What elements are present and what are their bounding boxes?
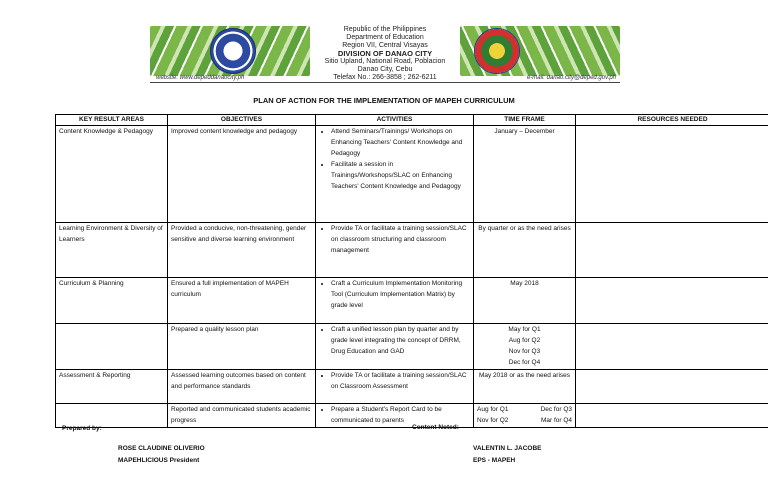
time-frame-line: Aug for Q1: [477, 406, 509, 413]
resources-cell: [576, 370, 768, 404]
time-frame-line: Mar for Q4: [540, 417, 572, 424]
kra-cell: [56, 324, 168, 370]
table-row: [56, 370, 768, 404]
activity-item: • Attend Seminars/Trainings/ Workshops on Enhancing Teachers' Content Knowledge and Pedagogy: [331, 126, 470, 159]
content-noted-label: Content Noted:: [412, 424, 459, 431]
resources-cell: [576, 126, 768, 223]
republic-line: Republic of the Philippines: [343, 26, 427, 33]
telefax-line: Telefax No.: 266-3858 ; 262-6211: [333, 74, 437, 81]
time-frame-pair: [477, 404, 572, 415]
prepared-by-label: Prepared by:: [62, 425, 102, 432]
activities-cell: [316, 370, 474, 404]
header-key-result-areas: KEY RESULT AREAS: [56, 115, 168, 126]
header-objectives: OBJECTIVES: [168, 115, 316, 126]
kra-cell: Content Knowledge & Pedagogy: [56, 126, 168, 223]
document-title: PLAN OF ACTION FOR THE IMPLEMENTATION OF MAPEH CURRICULUM: [253, 96, 515, 105]
table-row: [56, 223, 768, 278]
activities-cell: [316, 324, 474, 370]
deped-seal-icon: [210, 28, 256, 74]
time-frame-pair: [477, 415, 572, 426]
table-header-row: [56, 115, 768, 126]
header-resources-needed: RESOURCES NEEDED: [576, 115, 768, 126]
activity-item: • Provide TA or facilitate a training session/SLAC on classroom structuring and classroom management: [331, 223, 470, 256]
time-frame-line: Dec for Q4: [508, 359, 541, 366]
header-time-frame: TIME FRAME: [474, 115, 576, 126]
preparer-name: ROSE CLAUDINE OLIVERIO: [118, 445, 205, 452]
time-frame-line: Nov for Q2: [477, 417, 509, 424]
resources-cell: [576, 278, 768, 324]
objective-cell: Improved content knowledge and pedagogy: [168, 126, 316, 223]
time-frame-cell: [474, 404, 576, 428]
address-line-1: Sitio Upland, National Road, Poblacion: [324, 58, 446, 65]
activities-cell: [316, 278, 474, 324]
activity-item: • Craft a unified lesson plan by quarter and by grade level integrating the concept of DRRM, Drug Education and GAD: [331, 324, 470, 357]
resources-cell: [576, 404, 768, 428]
time-frame-cell: By quarter or as the need arises: [474, 223, 576, 278]
time-frame-line: Dec for Q3: [540, 406, 572, 413]
kra-cell: Curriculum & Planning: [56, 278, 168, 324]
time-frame-line: May for Q1: [508, 326, 541, 333]
kra-cell: Learning Environment & Diversity of Learners: [56, 223, 168, 278]
objective-cell: Provided a conducive, non-threatening, gender sensitive and diverse learning environment: [168, 223, 316, 278]
letterhead-text: [320, 26, 450, 82]
objective-cell: Ensured a full implementation of MAPEH curriculum: [168, 278, 316, 324]
noter-name: VALENTIN L. JACOBE: [473, 445, 542, 452]
address-line-2: Danao City, Cebu: [357, 66, 413, 73]
resources-cell: [576, 223, 768, 278]
activity-item: • Craft a Curriculum Implementation Monitoring Tool (Curriculum Implementation Matrix) by grade level: [331, 278, 470, 311]
email-text: e-mail: danao.city@deped.gov.ph: [526, 75, 616, 81]
department-line: Department of Education: [346, 34, 424, 41]
objective-cell: Assessed learning outcomes based on content and performance standards: [168, 370, 316, 404]
table-row: [56, 126, 768, 223]
plan-table: [55, 114, 768, 428]
objective-cell: Prepared a quality lesson plan: [168, 324, 316, 370]
division-seal-icon: [474, 28, 520, 74]
website-text: website: www.depeddanaocity.ph: [156, 75, 245, 81]
time-frame-line: Aug for Q2: [508, 337, 541, 344]
objective-cell: Reported and communicated students academic progress: [168, 404, 316, 428]
activity-item: • Facilitate a session in Trainings/Workshops/SLAC on Enhancing Teachers' Content Knowledge and Pedagogy: [331, 159, 470, 192]
region-line: Region VII, Central Visayas: [342, 42, 428, 49]
activity-item: • Provide TA or facilitate a training session/SLAC on Classroom Assessment: [331, 370, 470, 392]
letterhead: [150, 26, 620, 84]
activity-item: • Prepare a Student's Report Card to be communicated to parents: [331, 404, 470, 426]
resources-cell: [576, 324, 768, 370]
header-activities: ACTIVITIES: [316, 115, 474, 126]
preparer-title: MAPEHLICIOUS President: [118, 457, 200, 464]
time-frame-cell: [474, 324, 576, 370]
activities-cell: [316, 126, 474, 223]
table-row: [56, 278, 768, 324]
table-row: [56, 324, 768, 370]
division-line: DIVISION OF DANAO CITY: [337, 49, 433, 58]
time-frame-cell: May 2018 or as the need arises: [474, 370, 576, 404]
activities-cell: [316, 223, 474, 278]
time-frame-cell: January – December: [474, 126, 576, 223]
header-divider: [150, 82, 620, 83]
time-frame-line: Nov for Q3: [508, 348, 541, 355]
noter-title: EPS - MAPEH: [473, 457, 516, 464]
kra-cell: Assessment & Reporting: [56, 370, 168, 404]
time-frame-cell: May 2018: [474, 278, 576, 324]
